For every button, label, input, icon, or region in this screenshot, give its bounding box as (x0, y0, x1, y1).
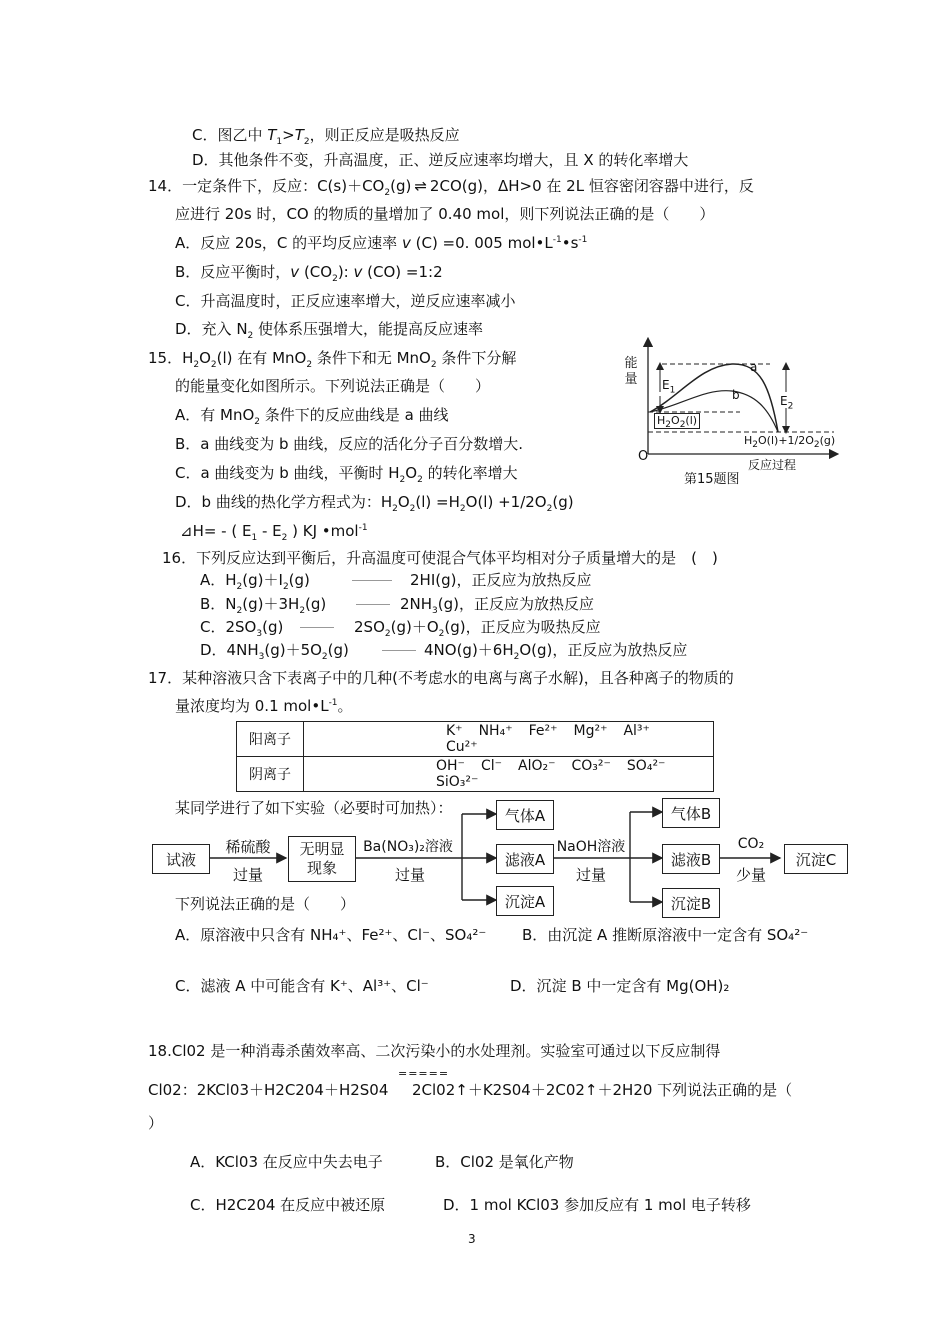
q16-option-a-right: 2HI(g)，正反应为放热反应 (410, 571, 592, 589)
q13-option-d: D．其他条件不变，升高温度，正、逆反应速率均增大，且 X 的转化率增大 (192, 151, 689, 169)
anion-list (304, 757, 714, 792)
q17-option-c: C．滤液 A 中可能含有 K⁺、Al³⁺、Cl⁻ (175, 977, 429, 995)
q14-stem-line1: 14．一定条件下，反应：$C(s)+CO_2(g)$ ⇌ 2CO(g)，ΔH>0 在 2L 恒容密闭容器中进行，反 (148, 177, 754, 198)
flow-box-precipitate-c: 沉淀C (784, 844, 848, 874)
cation-item: NH₄⁺ (478, 723, 513, 739)
q17-option-b: B．由沉淀 A 推断原溶液中一定含有 SO₄²⁻ (522, 926, 809, 944)
energy-diagram-svg (620, 336, 840, 486)
q16-option-c-right: $2SO_2(g)+O_2(g)$，正反应为吸热反应 (354, 618, 601, 639)
flow-box-precipitate-b: 沉淀B (662, 888, 720, 918)
q18-option-b: B．Cl02 是氧化产物 (435, 1153, 574, 1171)
anion-header: 阴离子 (237, 757, 304, 792)
flow-intro: 某同学进行了如下实验（必要时可加热）： (175, 799, 453, 817)
q18-stem-line1: 18.Cl02 是一种消毒杀菌效率高、二次污染小的水处理剂。实验室可通过以下反应制得 (148, 1042, 721, 1060)
q16-option-c-equilibrium-arrow (300, 627, 334, 628)
q16-option-d-left: D．$4NH_3(g)+5O_2(g)$ (200, 641, 349, 662)
flow-box-gas-b: 气体B (662, 798, 720, 828)
q18-stem-line2-left: Cl02：2KCl03＋H2C204＋H2S04 (148, 1081, 389, 1099)
figure-caption: 第15题图 (684, 472, 740, 487)
anion-item: OH⁻ (436, 758, 465, 774)
q14-option-d: D．充入 $N_2$ 使体系压强增大，能提高反应速率 (175, 320, 484, 341)
q17-option-d: D．沉淀 B 中一定含有 Mg(OH)₂ (510, 977, 730, 995)
q15-stem-line1: 15．$H_2O_2(l)$ 在有 MnO$_2$ 条件下和无 MnO$_2$ 条件下分解 (148, 349, 517, 370)
q15-option-b: B．a 曲线变为 b 曲线，反应的活化分子百分数增大. (175, 435, 524, 453)
origin-label: O (638, 449, 649, 464)
e2-label: $E_2$ (780, 394, 794, 412)
curve-a-label: a (750, 360, 758, 374)
q14-option-c: C．升高温度时，正反应速率增大，逆反应速率减小 (175, 292, 516, 310)
q18-stem-line3: ） (148, 1114, 164, 1132)
flow-reagent-1-top: 稀硫酸 (225, 838, 271, 856)
flow-reagent-1-bottom: 过量 (232, 866, 263, 884)
anion-item: Cl⁻ (480, 758, 502, 774)
flow-reagent-2-top: Ba(NO₃)₂溶液 (363, 839, 453, 855)
cation-list (304, 722, 714, 757)
q17-option-a: A．原溶液中只含有 NH₄⁺、Fe²⁺、Cl⁻、SO₄²⁻ (175, 926, 487, 944)
q18-option-c: C．H2C204 在反应中被还原 (190, 1196, 386, 1214)
reactant-label: $H_2O_2(l)$ (654, 413, 700, 429)
q17-stem-line2: 量浓度均为 0.1 $mol•L^{-1}$。 (175, 697, 353, 715)
reaction-progress-label: 反应过程 (748, 458, 797, 472)
curve-b-label: b (732, 388, 740, 402)
energy-axis-label: 能量 (624, 356, 638, 387)
q16-option-d-equilibrium-arrow (382, 650, 416, 651)
q16-stem: 16．下列反应达到平衡后，升高温度可使混合气体平均相对分子质量增大的是 ( ) (162, 549, 718, 567)
q16-option-b-equilibrium-arrow (356, 604, 390, 605)
cation-item: Cu²⁺ (446, 739, 478, 755)
q17-question: 下列说法正确的是（ ） (175, 895, 356, 913)
q15-option-c: C．a 曲线变为 b 曲线，平衡时 $H_2O_2$ 的转化率增大 (175, 464, 518, 485)
q18-reaction-equals: ===== (398, 1067, 450, 1080)
cation-item: K⁺ (446, 723, 463, 739)
q18-stem-line2-right: 2Cl02↑＋K2S04＋2C02↑＋2H20 下列说法正确的是（ (412, 1081, 793, 1099)
flow-box-filtrate-b: 滤液B (662, 844, 720, 874)
cation-item: Mg²⁺ (573, 723, 608, 739)
anion-item: SiO₃²⁻ (436, 774, 479, 790)
flow-reagent-3-top: NaOH溶液 (556, 839, 626, 855)
flow-reagent-2-bottom: 过量 (394, 866, 425, 884)
page-number: 3 (468, 1232, 476, 1246)
flow-box-precipitate-a: 沉淀A (496, 886, 554, 916)
anion-row (237, 757, 714, 792)
q16-option-d-right: $4NO(g)+6H_2O(g)$，正反应为放热反应 (424, 641, 688, 662)
q16-option-b-right: $2NH_3(g)$，正反应为放热反应 (400, 595, 595, 616)
product-label: $H_2O(l)+1/2O_2(g)$ (744, 434, 836, 451)
q15-energy-diagram (620, 336, 840, 486)
q15-option-d: D．b 曲线的热化学方程式为：$H_2O_2(l) =H_2O(l) +1/2O_2(g)$ (175, 493, 574, 514)
q16-option-a-equilibrium-arrow (352, 580, 392, 581)
q14-stem-line2: 应进行 20s 时，CO 的物质的量增加了 0.40 mol，则下列说法正确的是（ ） (175, 205, 715, 223)
cation-item: Fe²⁺ (528, 723, 558, 739)
q15-option-a: A．有 MnO$_2$ 条件下的反应曲线是 a 曲线 (175, 406, 449, 427)
q17-stem-line1: 17．某种溶液只含下表离子中的几种(不考虑水的电离与离子水解)，且各种离子的物质的 (148, 669, 734, 687)
e1-label: $E_1$ (662, 378, 676, 396)
q16-option-b-left: B．$N_2(g)+3H_2(g)$ (200, 595, 327, 616)
cation-row (237, 722, 714, 757)
q18-option-a: A．KCl03 在反应中失去电子 (190, 1153, 383, 1171)
q16-option-c-left: C．$2SO_3(g)$ (200, 618, 284, 639)
flow-reagent-4-bottom: 少量 (735, 866, 766, 884)
anion-item: SO₄²⁻ (626, 758, 666, 774)
cation-item: Al³⁺ (623, 723, 650, 739)
ion-table (236, 721, 714, 792)
anion-item: AlO₂⁻ (518, 758, 556, 774)
flow-reagent-3-bottom: 过量 (575, 866, 606, 884)
cation-header: 阳离子 (237, 722, 304, 757)
flow-reagent-4-top: CO₂ (737, 836, 765, 852)
q13-option-c: C．图乙中 $T_1>T_2$，则正反应是吸热反应 (192, 126, 460, 147)
flow-box-gas-a: 气体A (496, 800, 554, 830)
q18-option-d: D．1 mol KCl03 参加反应有 1 mol 电子转移 (443, 1196, 751, 1214)
flow-box-no-phenomenon: 无明显 现象 (288, 836, 356, 882)
q16-option-a-left: A．$H_2(g)+I_2(g)$ (200, 571, 310, 592)
flow-box-test-solution: 试液 (152, 844, 210, 874)
flow-box-filtrate-a: 滤液A (496, 844, 554, 874)
anion-item: CO₃²⁻ (571, 758, 611, 774)
q15-stem-line2: 的能量变化如图所示。下列说法正确是（ ） (175, 377, 491, 395)
q14-option-b: B．反应平衡时，v $(CO_2)$: v (CO) =1:2 (175, 263, 443, 284)
q15-option-d-enthalpy: ⊿H= - ( $E_1 - E_2$ ) KJ •mol$^{-1}$ (180, 522, 368, 543)
q14-option-a: A．反应 20s，C 的平均反应速率 v (C) =0. 005 $mol•L^{-1}•s^{-1}$ (175, 234, 588, 252)
